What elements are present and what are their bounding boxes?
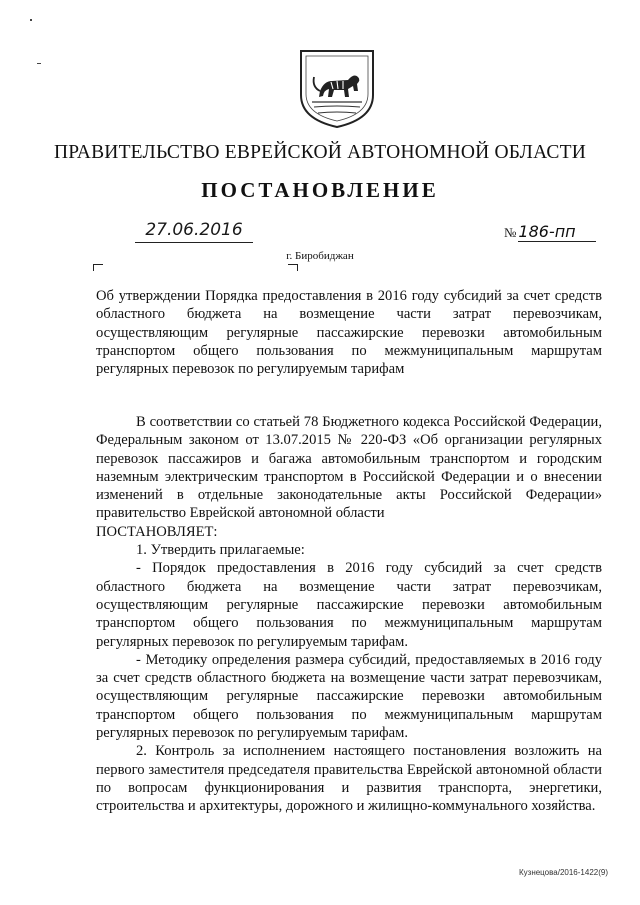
document-type: ПОСТАНОВЛЕНИЕ (201, 178, 439, 202)
coat-of-arms-emblem (298, 47, 376, 130)
subject-corner-left (93, 264, 103, 271)
organization-name: ПРАВИТЕЛЬСТВО ЕВРЕЙСКОЙ АВТОНОМНОЙ ОБЛАСТИ (53, 142, 587, 163)
document-body (96, 413, 602, 816)
preamble-paragraph: В соответствии со статьей 78 Бюджетного кодекса Российской Федерации, Федеральным законом от 13.07.2015 № 220-ФЗ «Об организации регулярных перевозок пассажиров и багажа автомобильным транспортом и городским наземным электрическим транспортом в Российской Федерации и о внесении изменений в отдельные законодательные акты Российской Федерации» правительство Еврейской автономной области (96, 414, 602, 522)
item-1: 1. Утвердить прилагаемые: (136, 542, 305, 559)
document-number: 186-пп (518, 222, 596, 242)
scan-speck (37, 63, 41, 64)
resolves-heading: ПОСТАНОВЛЯЕТ: (96, 523, 218, 540)
subject-block (96, 287, 602, 378)
number-label: № (504, 225, 517, 240)
item-1-a: - Порядок предоставления в 2016 году субсидий за счет средств областного бюджета на возмещение части затрат перевозчикам, осуществляющим регулярные пассажирские перевозки автомобильным транспортом общего пользования по межмуниципальным маршрутам регулярных перевозок по регулируемым тарифам. (96, 560, 602, 650)
document-date: 27.06.2016 (135, 220, 253, 243)
item-1-b: - Методику определения размера субсидий, предоставляемых в 2016 году за счет средств областного бюджета на возмещение части затрат перевозчикам, осуществляющим регулярные пассажирские перевозки автомобильным транспортом общего пользования по межмуниципальным маршрутам регулярных перевозок по регулируемым тарифам. (96, 651, 602, 742)
subject-corner-right (288, 264, 298, 271)
scan-speck (30, 19, 32, 21)
footer-code: Кузнецова/2016-1422(9) (518, 868, 608, 877)
subject-text: Об утверждении Порядка предоставления в 2016 году субсидий за счет средств областного бюджета на возмещение части затрат перевозчикам, осуществляющим регулярные пассажирские перевозки автомобильным транспортом общего пользования по межмуниципальным маршрутам регулярных перевозок по регулируемым тарифам (96, 288, 602, 378)
city: г. Биробиджан (286, 250, 354, 262)
item-2: 2. Контроль за исполнением настоящего постановления возложить на первого заместителя председателя правительства Еврейской автономной области по вопросам функционирования и развития транспорта, энергетики, строительства и архитектуры, дорожного и жилищно-коммунального хозяйства. (96, 743, 602, 815)
document-number-field (504, 222, 596, 242)
